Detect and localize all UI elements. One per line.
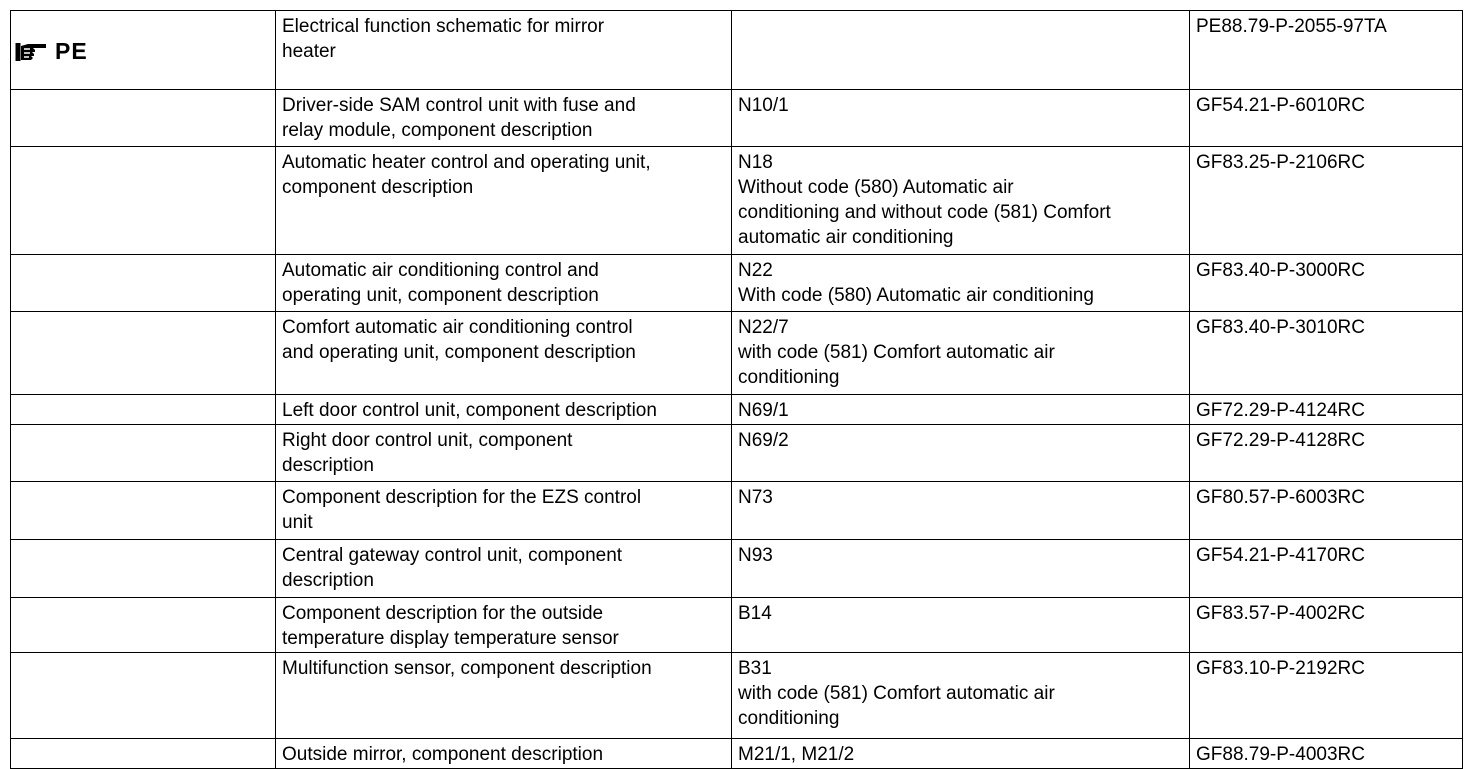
component-cell: N22/7 with code (581) Comfort automatic air conditioning xyxy=(732,312,1190,395)
description-cell: Right door control unit, component description xyxy=(276,425,732,482)
document-link[interactable]: GF83.40-P-3010RC xyxy=(1190,312,1463,395)
table-row xyxy=(11,147,1463,255)
empty-cell xyxy=(11,482,276,540)
empty-cell xyxy=(11,90,276,147)
description-cell: Driver-side SAM control unit with fuse and relay module, component description xyxy=(276,90,732,147)
description-cell: Left door control unit, component description xyxy=(276,395,732,425)
pe-label: PE xyxy=(55,38,88,64)
document-link[interactable]: GF80.57-P-6003RC xyxy=(1190,482,1463,540)
empty-cell xyxy=(11,255,276,312)
empty-cell xyxy=(11,739,276,769)
description-cell: Central gateway control unit, component description xyxy=(276,540,732,598)
table-row xyxy=(11,312,1463,395)
table-row xyxy=(11,540,1463,598)
table-row xyxy=(11,11,1463,90)
component-cell: N22 With code (580) Automatic air conditioning xyxy=(732,255,1190,312)
table-row xyxy=(11,395,1463,425)
component-cell: M21/1, M21/2 xyxy=(732,739,1190,769)
component-cell: N93 xyxy=(732,540,1190,598)
empty-cell xyxy=(11,653,276,739)
component-cell: N18 Without code (580) Automatic air conditioning and without code (581) Comfort automatic air conditioning xyxy=(732,147,1190,255)
pe-cell xyxy=(11,11,276,90)
component-cell: B14 xyxy=(732,598,1190,653)
pointing-hand-icon xyxy=(15,41,49,63)
table-row xyxy=(11,90,1463,147)
empty-cell xyxy=(11,312,276,395)
description-cell: Outside mirror, component description xyxy=(276,739,732,769)
component-cell: N10/1 xyxy=(732,90,1190,147)
component-cell: B31 with code (581) Comfort automatic air conditioning xyxy=(732,653,1190,739)
table-row xyxy=(11,598,1463,653)
component-cell xyxy=(732,11,1190,90)
document-link[interactable]: GF54.21-P-4170RC xyxy=(1190,540,1463,598)
table-row xyxy=(11,255,1463,312)
document-link[interactable]: GF83.40-P-3000RC xyxy=(1190,255,1463,312)
component-cell: N69/1 xyxy=(732,395,1190,425)
document-link[interactable]: GF83.10-P-2192RC xyxy=(1190,653,1463,739)
empty-cell xyxy=(11,540,276,598)
empty-cell xyxy=(11,425,276,482)
description-cell: Electrical function schematic for mirror heater xyxy=(276,11,732,90)
table-row xyxy=(11,739,1463,769)
description-cell: Component description for the EZS control unit xyxy=(276,482,732,540)
description-cell: Automatic air conditioning control and operating unit, component description xyxy=(276,255,732,312)
table-row xyxy=(11,425,1463,482)
component-cell: N73 xyxy=(732,482,1190,540)
document-link[interactable]: GF88.79-P-4003RC xyxy=(1190,739,1463,769)
description-cell: Multifunction sensor, component description xyxy=(276,653,732,739)
description-cell: Component description for the outside temperature display temperature sensor xyxy=(276,598,732,653)
empty-cell xyxy=(11,395,276,425)
description-cell: Automatic heater control and operating unit, component description xyxy=(276,147,732,255)
empty-cell xyxy=(11,147,276,255)
reference-table xyxy=(10,10,1463,769)
table-row xyxy=(11,482,1463,540)
document-link[interactable]: GF54.21-P-6010RC xyxy=(1190,90,1463,147)
table-row xyxy=(11,653,1463,739)
document-link[interactable]: PE88.79-P-2055-97TA xyxy=(1190,11,1463,90)
component-cell: N69/2 xyxy=(732,425,1190,482)
empty-cell xyxy=(11,598,276,653)
document-link[interactable]: GF72.29-P-4124RC xyxy=(1190,395,1463,425)
document-link[interactable]: GF83.25-P-2106RC xyxy=(1190,147,1463,255)
description-cell: Comfort automatic air conditioning control and operating unit, component description xyxy=(276,312,732,395)
document-link[interactable]: GF83.57-P-4002RC xyxy=(1190,598,1463,653)
document-link[interactable]: GF72.29-P-4128RC xyxy=(1190,425,1463,482)
